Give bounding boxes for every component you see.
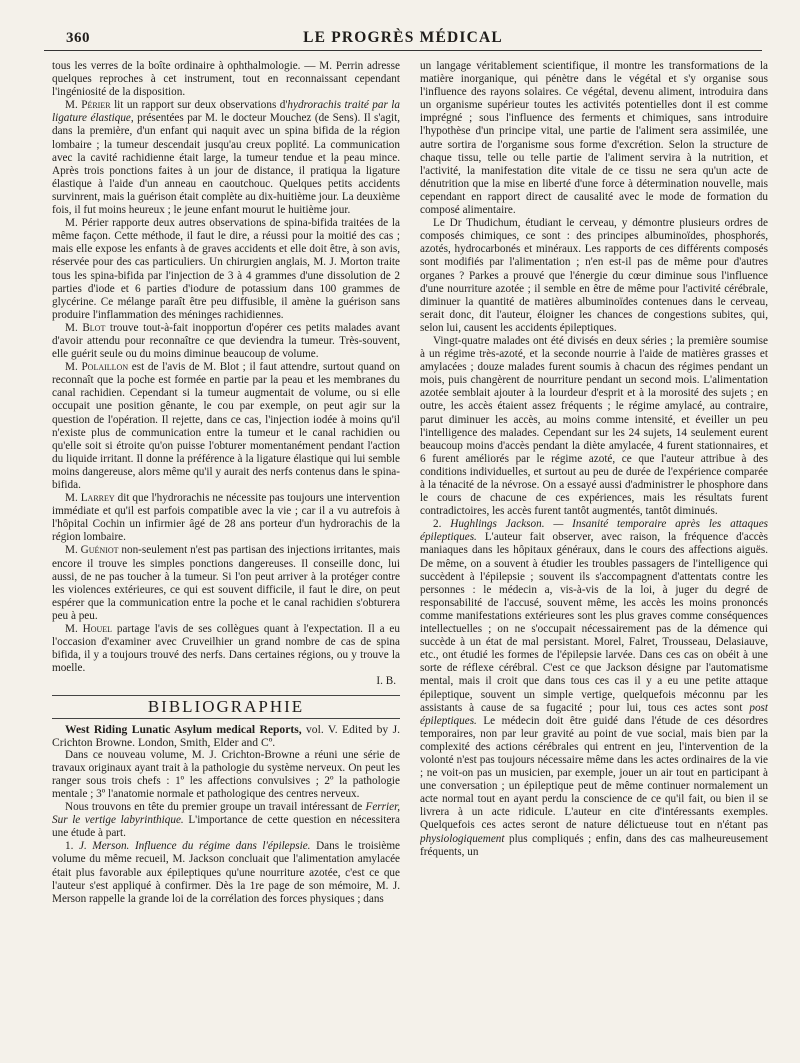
italic-title: Ferrier, Sur le vertige labyrinthique. (52, 801, 400, 827)
paragraph: un langage véritablement scientifique, il montre les transformations de la matière inorganique, qui pénètre dans le végétal et s'y organise sous l'influence des rayons solaires. Ce végétal, devenu aliment, introduira dans un organisme supérieur toutes les activités potentielles dont il est comme imprégné ; sous l'influence des ferments et chimiques, sans introduire l'hypothèse d'un principe vital, une partie de l'aliment sera assimilée, une autre sortira de l'organisme sous forme d'excrétion. Selon la structure de chaque tissu, telle ou telle partie de l'aliment servira à la nutrition, et l'activité, la manifestation dite vitale de ce tissu ne sera qu'un acte de dénutrition que la mise en liberté d'une force à détermination nouvelle, mais cependant en rapport direct de causalité avec le mode de formation du composé alimentaire. (420, 60, 768, 217)
paragraph-text: plus compliqués ; enfin, dans des cas malheureusement fréquents, un (420, 832, 768, 858)
paragraph-text: 2. (433, 518, 451, 531)
paragraph: Le Dr Thudichum, étudiant le cerveau, y démontre plusieurs ordres de composés chimiques, ce sont : des principes albuminoïdes, phosphorés, azotés, hydrocarbonés et minéraux. Les rapports de ces différents composés sont modifiés par l'alimentation ; n'en est-il pas de même pour d'autres organes ? Parkes a prouvé que l'énergie du cœur diminue sous l'influence d'une nourriture azotée ; il semble en être de même pour l'activité cérébrale, diminuer la quantité de matières albuminoïdes contenues dans le cerveau, serait donc, dit l'auteur, éloigner les chances de congestions subites, qui, selon lui, causent les accidents épileptiques. (420, 217, 768, 334)
speaker-name: M. Blot (65, 321, 106, 334)
bibliography-details: vol. V. Edited by J. Crichton Browne. London, Smith, Elder and Cº. (52, 722, 400, 749)
paragraph: tous les verres de la boîte ordinaire à ophthalmologie. — M. Perrin adresse quelques reproches à cet instrument, tout en reconnaissant cependant l'ingéniosité de la disposition. (52, 60, 400, 99)
author-signature: I. B. (376, 675, 396, 688)
paragraph: Vingt-quatre malades ont été divisés en deux séries ; la première soumise à un régime très-azoté, et la seconde nourrie à l'aide de matières grasses et amylacées ; douze malades furent soumis à chacun des régimes pendant un mois, puis changèrent de nourriture pendant un second mois. L'alimentation azotée semblait ajouter à la lourdeur d'esprit et à la morosité des sujets ; en outre, les accès étaient assez fréquents ; le régime amylacé, au contraire, parut diminuer les accès, au moins comme intensité, et éveiller un peu l'intelligence des malades. Cependant sur les 24 sujets, 14 seulement eurent beaucoup moins d'accès pendant la diète amylacée, 4 furent stationnaires, et 6 furent améliorés par le régime azoté, ce que l'auteur attribue à des conditions individuelles, et surtout au peu de durée de l'expérience comparée à la ténacité de la névrose. On a essayé aussi d'administrer le phosphore dans le cours de chacune de ces expériences, mais les résultats furent contradictoires, les accès furent tantôt augmentés, tantôt diminués. (420, 334, 768, 518)
speaker-name: M. Houel (65, 623, 113, 636)
paragraph-text: , présentées par M. le docteur Mouchez (de Sens). Il s'agit, dans la première, d'un enfant qui naquit avec un spina bifida de la région lombaire ; la tumeur descendait jusqu'au creux poplité. La communication avec la cavité rachidienne était large, la tumeur tendue et la peau mince. Après trois ponctions faites à un jour de distance, il pratiqua la ligature élastique à l'aide d'un anneau en caoutchouc. Quelques petits accidents survinrent, mais la guérison était complète au dix-huitième jour. La deuxième fois, il fut moins heureux ; le jeune enfant mourut le huitième jour. (52, 112, 400, 217)
page-number: 360 (66, 30, 90, 46)
paragraph (52, 623, 400, 675)
italic-term: physiologiquement (420, 832, 505, 845)
paragraph-text: dit que l'hydrorachis ne nécessite pas toujours une intervention immédiate et qu'il est parfois compatible avec la vie ; car il a vu autrefois à l'hôpital Cochin un infirmier âgé de 28 ans porteur d'un hydrorachis de la région lombaire. (52, 492, 400, 544)
paragraph-text: 1. (65, 840, 79, 853)
italic-title: hydrorachis traité par la ligature élastique (52, 99, 400, 125)
paragraph-text: partage l'avis de ses collègues quant à l'expectation. Il a eu l'occasion d'examiner avec Cruveilhier un grand nombre de cas de spina bifida, il y a toujours trouvé des nerfs. Dans certaines régions, ou y trouve la moelle. (52, 623, 400, 675)
paragraph: M. Périer rapporte deux autres observations de spina-bifida traitées de la même façon. Cette méthode, il faut le dire, a réussi pour la moitié des cas ; mais elle expose les enfants à de graves accidents et elle doit être, à son avis, réservée pour des cas particuliers. Un chirurgien anglais, M. J. Morton traite tous les spina-bifida par l'injection de 3 à 4 grammes d'une dissolution de 2 parties d'iode et 6 parties d'iodure de potassium dans 100 grammes de glycérine. Ce mélange paraît être peu diffusible, il amène la guérison sans produire l'inflammation des méninges rachidiennes. (52, 217, 400, 321)
paragraph (52, 99, 400, 217)
page-header (44, 28, 762, 51)
paragraph-text: non-seulement n'est pas partisan des injections irritantes, mais encore il trouve les simples ponctions dangereuses. Il conseille donc, lui aussi, de ne pas toucher à la tumeur. Si l'on peut arriver à la protéger contre les violences extérieures, ce qui est souvent difficile, il faut le dire, on peut espérer que la communication entre la poche et le canal rachidien s'obturera peu à peu. (52, 544, 400, 622)
section-title: BIBLIOGRAPHIE (52, 695, 400, 719)
paragraph-text: L'auteur fait observer, avec raison, la fréquence d'accès maniaques dans les hôpitaux généraux, dans le cours des affections aiguës. De même, on a souvent à étudier les troubles passagers de l'intelligence qui succèdent à l'épilepsie ; souvent ils s'accompagnent d'attentats contre les personnes : le médecin a, vis-à-vis de la loi, à juger du degré de responsabilité de l'accusé, souvent même, les accès les moins prononcés comme manifestations extérieures sont les plus graves comme conséquences intellectuelles ; on ne s'occupait nécessairement pas de la démence qui succède à un état de mal persistant. Morel, Falret, Trousseau, Delasiauve, etc., ont étudié les formes de l'épilepsie larvée. Dans ces cas on obéit à une sorte de réflexe cérébral. C'est ce que Jackson désigne par l'automatisme mental, mais il croit que dans tous ces cas il y a eu une petite attaque épileptique, souvent un simple vertige, quelquefois méconnu par les assistants à cause de sa fugacité ; pour lui, tous ces actes sont (420, 531, 768, 714)
journal-title: LE PROGRÈS MÉDICAL (303, 29, 503, 46)
italic-title: J. Merson. Influence du régime dans l'épilepsie. (79, 840, 311, 853)
paragraph: Dans ce nouveau volume, M. J. Crichton-Browne a réuni une série de travaux originaux ayant trait à la pathologie du système nerveux. On peut les ranger sous trois chefs : 1º les affections convulsives ; 2º la pathologie mentale ; 3º l'anatomie normale et pathologique des centres nerveux. (52, 748, 400, 800)
bibliography-title: West Riding Lunatic Asylum medical Reports, (65, 722, 302, 736)
speaker-name: M. Guéniot (65, 544, 119, 557)
italic-title: Hughlings Jackson. — Insanité temporaire après les attaques épileptiques. (420, 518, 768, 544)
speaker-name: M. Périer (65, 99, 111, 112)
paragraph-text: est de l'avis de M. Blot ; il faut attendre, surtout quand on reconnaît que la poche est formée en partie par la peau et les membranes du canal rachidien. Cependant si la tumeur augmentait de volume, ou si elle occupait une position gênante, le cou par exemple, on peut agir sur la question de l'opération. Il rejette, dans ce cas, l'injection iodée à moins qu'il n'existe plus de communication entre la tumeur et le canal rachidien ou qu'elle soit si étroite qu'on puisse l'obturer momentanément pendant l'action du liquide irritant. Il donne la préférence à la ligature élastique qui lui semble moins dangereuse, alors même qu'il y aurait des nerfs contenus dans le spina-bifida. (52, 361, 400, 491)
paragraph (52, 544, 400, 623)
bibliography-entry (52, 723, 400, 749)
paragraph-text: Dans le troisième volume du même recueil, M. Jackson concluait que l'alimentation amylacée était plus favorable aux épileptiques qu'une nourriture azotée, c'est ce que l'auteur s'est appliqué à confirmer. Dès la 1re page de son mémoire, M. J. Merson rappelle la grande loi de la corrélation des forces physiques ; dans (52, 840, 400, 905)
italic-term: post épileptiques. (420, 701, 768, 727)
speaker-name: M. Polaillon (65, 361, 129, 374)
paragraph (52, 361, 400, 492)
paragraph (52, 801, 400, 840)
speaker-name: M. Larrey (65, 492, 115, 505)
paragraph (420, 518, 768, 858)
paragraph-text: L'importance de cette question en nécessitera une étude à part. (52, 814, 400, 840)
paragraph-text: Nous trouvons en tête du premier groupe un travail intéressant de (65, 801, 366, 814)
paragraph (52, 840, 400, 905)
paragraph-text: Le médecin doit être guidé dans l'étude de ces désordres temporaires, non par leur gravité au point de vue social, mais bien par la complexité des actions cérébrales qui entrent en jeu, l'intervention de la volonté n'est pas toujours nécessaire même dans les actes ordinaires de la vie ; ne voit-on pas un musicien, par exemple, jouer un air tout en participant à une conversation ; un épileptique peut de même continuer normalement un acte normal tout en ayant perdu la conscience de ce qu'il fait, ou bien il se livrera à un acte ridicule. L'auteur en cite d'intéressants exemples. Quelquefois ces actes seront de nature délictueuse tout en n'étant pas (420, 714, 768, 832)
paragraph-text: trouve tout-à-fait inopportun d'opérer ces petits malades avant d'avoir attendu pour reconnaître ce que deviendra la tumeur. Très-souvent, elle guérit seule ou du moins diminue beaucoup de volume. (52, 321, 400, 361)
right-column (420, 60, 768, 1050)
paragraph-text: lit un rapport sur deux observations d' (110, 99, 288, 112)
paragraph (52, 322, 400, 361)
paragraph (52, 492, 400, 544)
left-column (52, 60, 400, 1050)
